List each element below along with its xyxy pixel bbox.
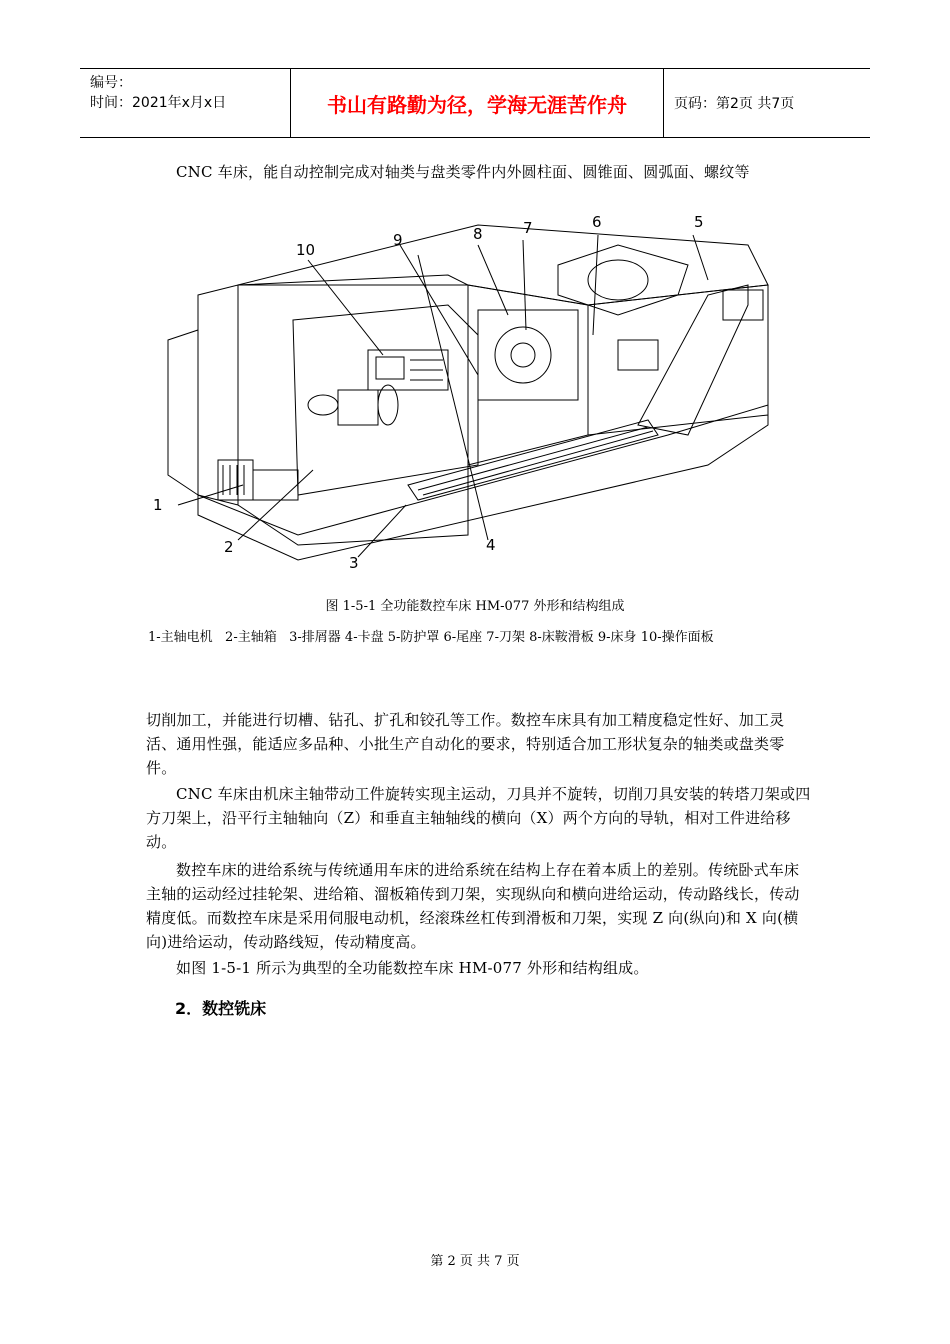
paragraph-2: CNC 车床由机床主轴带动工件旋转实现主运动，刀具并不旋转，切削刀具安装的转塔刀架或四方刀架上，沿平行主轴轴向（Z）和垂直主轴轴线的横向（X）两个方向的导轨，相对工件进给移动。 — [146, 785, 811, 851]
paragraph-3: 数控车床的进给系统与传统通用车床的进给系统在结构上存在着本质上的差别。传统卧式车床主轴的运动经过挂轮架、进给箱、溜板箱传到刀架，实现纵向和横向进给运动，传动路线长，传动精度低。而数控车床是采用伺服电动机，经滚珠丝杠传到滑板和刀架，实现 Z 向(纵向)和 X 向(横向)进给运动，传动路线短，传动精度高。 — [146, 861, 800, 951]
label-9: 9 — [393, 231, 403, 249]
label-5: 5 — [694, 213, 704, 231]
section-title: 2．数控铣床 — [175, 999, 267, 1018]
label-3: 3 — [349, 554, 359, 572]
header-motto: 书山有路勤为径，学海无涯苦作舟 — [291, 69, 664, 137]
label-6: 6 — [592, 213, 602, 231]
paragraph-1: 切削加工，并能进行切槽、钻孔、扩孔和铰孔等工作。数控车床具有加工精度稳定性好、加工灵活、通用性强，能适应多品种、小批生产自动化的要求，特别适合加工形状复杂的轴类或盘类零件。 — [146, 711, 785, 777]
label-10: 10 — [296, 241, 316, 259]
label-7: 7 — [523, 219, 533, 237]
label-4: 4 — [486, 536, 496, 554]
date-label: 时间：2021年x月x日 — [90, 95, 227, 111]
header-meta — [80, 69, 291, 137]
page-header — [80, 68, 870, 138]
figure-caption: 图 1-5-1 全功能数控车床 HM-077 外形和结构组成 — [325, 599, 625, 614]
intro-paragraph: CNC 车床，能自动控制完成对轴类与盘类零件内外圆柱面、圆锥面、圆弧面、螺纹等 — [176, 163, 750, 181]
figure-legend: 1-主轴电机 2-主轴箱 3-排屑器 4-卡盘 5-防护罩 6-尾座 7-刀架 8-床鞍滑板 9-床身 10-操作面板 — [148, 630, 714, 645]
number-label: 编号： — [90, 75, 132, 91]
page-footer: 第 2 页 共 7 页 — [430, 1254, 520, 1269]
lathe-figure — [148, 205, 808, 575]
label-8: 8 — [473, 225, 483, 243]
paragraph-4: 如图 1-5-1 所示为典型的全功能数控车床 HM-077 外形和结构组成。 — [176, 959, 649, 977]
label-1: 1 — [153, 496, 163, 514]
header-page-label: 页码：第2页 共7页 — [674, 96, 795, 112]
label-2: 2 — [224, 538, 234, 556]
